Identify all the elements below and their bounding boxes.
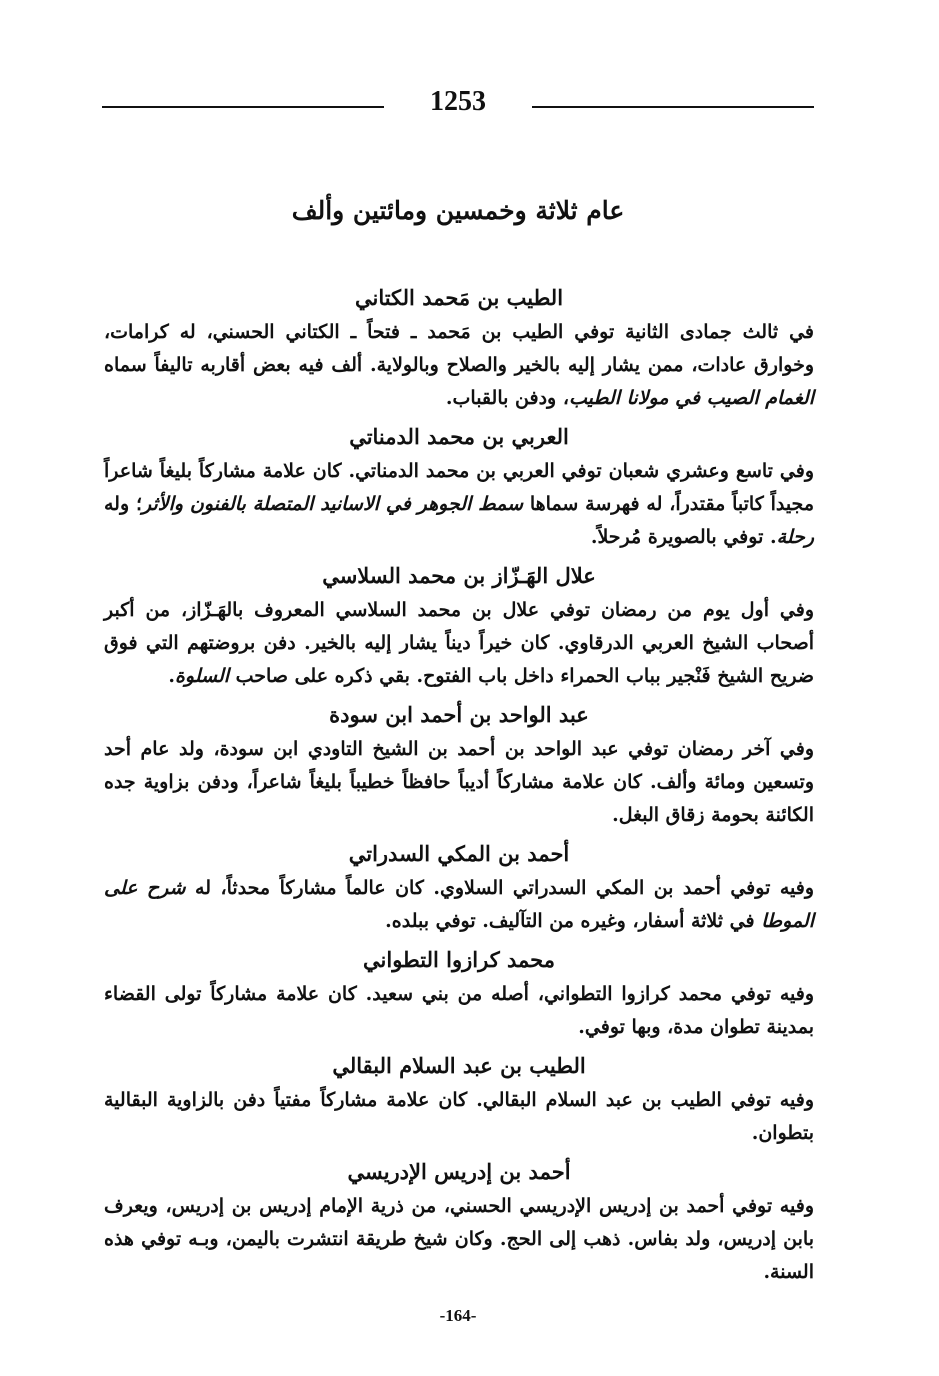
entry-name: أحمد بن المكي السدراتي [348,841,570,866]
entry-name: أحمد بن إدريس الإدريسي [347,1159,571,1184]
entry [104,944,814,1044]
book-title: شرح على الموطا [104,877,814,932]
header-rule-right [532,106,814,108]
section-title: عام ثلاثة وخمسين ومائتين وألف [291,196,625,225]
entry [104,1156,814,1289]
entry [104,560,814,693]
entry-text: وفيه توفي الطيب بن عبد السلام البقالي. كان علامة مشاركاً مفتياً دفن بالزاوية البقالية بتطوان. [104,1089,814,1144]
entry-name: الطيب بن عبد السلام البقالي [332,1053,586,1078]
entry [104,1050,814,1150]
entry-text: وفي تاسع وعشري شعبان توفي العربي بن محمد الدمناتي. كان علامة مشاركاً بليغاً شاعراً مجيداً كاتباً مقتدراً، له فهرسة سماها سمط الجوهر في الاسانيد المتصلة بالفنون والأثر؛ وله رحلة. توفي بالصويرة مُرحلاً. [104,460,814,548]
page-number: -164- [439,1306,477,1325]
entry-name: عبد الواحد بن أحمد ابن سودة [329,702,589,727]
book-title: سمط الجوهر في الاسانيد المتصلة بالفنون والأثر [142,493,524,515]
entry-text: وفيه توفي محمد كرازوا التطواني، أصله من بني سعيد. كان علامة مشاركاً تولى القضاء بمدينة تطوان مدة، وبها توفي. [104,983,814,1038]
entry-text: وفيه توفي أحمد بن المكي السدراتي السلاوي. كان عالماً مشاركاً محدثاً، له شرح على الموطا في ثلاثة أسفار، وغيره من التآليف. توفي ببلده. [104,877,814,932]
entry [104,699,814,832]
entry-text: وفيه توفي أحمد بن إدريس الإدريسي الحسني، من ذرية الإمام إدريس بن إدريس، ويعرف بابن إدريس، ولد بفاس. ذهب إلى الحج. وكان شيخ طريقة انتشرت باليمن، وبـه توفي هذه السنة. [104,1195,814,1283]
book-title: رحلة [776,526,814,548]
entry-name: محمد كرازوا التطواني [363,947,555,972]
entry [104,838,814,938]
entries-list [104,276,814,1289]
entry-text: وفي آخر رمضان توفي عبد الواحد بن أحمد بن الشيخ التاودي ابن سودة، ولد عام أحد وتسعين ومائة وألف. كان علامة مشاركاً أديباً حافظاً خطيباً بليغاً شاعراً، ودفن بزاوية جده الكائنة بحومة زقاق البغل. [104,738,814,826]
header-year: 1253 [430,86,486,117]
entry-text: وفي أول يوم من رمضان توفي علال بن محمد السلاسي المعروف بالهَـزّاز، من أكبر أصحاب الشيخ العربي الدرقاوي. كان خيراً ديناً يشار إليه بالخير. دفن بروضتهم التي فوق ضريح الشيخ فَنْجير بباب الحمراء داخل باب الفتوح. بقي ذكره على صاحب السلوة. [104,599,814,687]
entry [104,421,814,554]
entry-name: علال الهَـزّاز بن محمد السلاسي [322,563,596,588]
entry-text: في ثالث جمادى الثانية توفي الطيب بن مَحمد ـ فتحاً ـ الكتاني الحسني، له كرامات، وخوارق عادات، ممن يشار إليه بالخير والصلاح وبالولاية. ألف فيه بعض أقاربه تاليفاً سماه الغمام الصيب في مولانا الطيب، ودفن بالقباب. [104,321,814,409]
entry-name: العربي بن محمد الدمناتي [349,424,569,449]
entry [104,282,814,415]
book-title: السلوة [174,665,230,687]
page-header [102,84,814,128]
entry-name: الطيب بن مَحمد الكتاني [354,285,564,310]
book-title: الغمام الصيب في مولانا الطيب [568,387,814,409]
